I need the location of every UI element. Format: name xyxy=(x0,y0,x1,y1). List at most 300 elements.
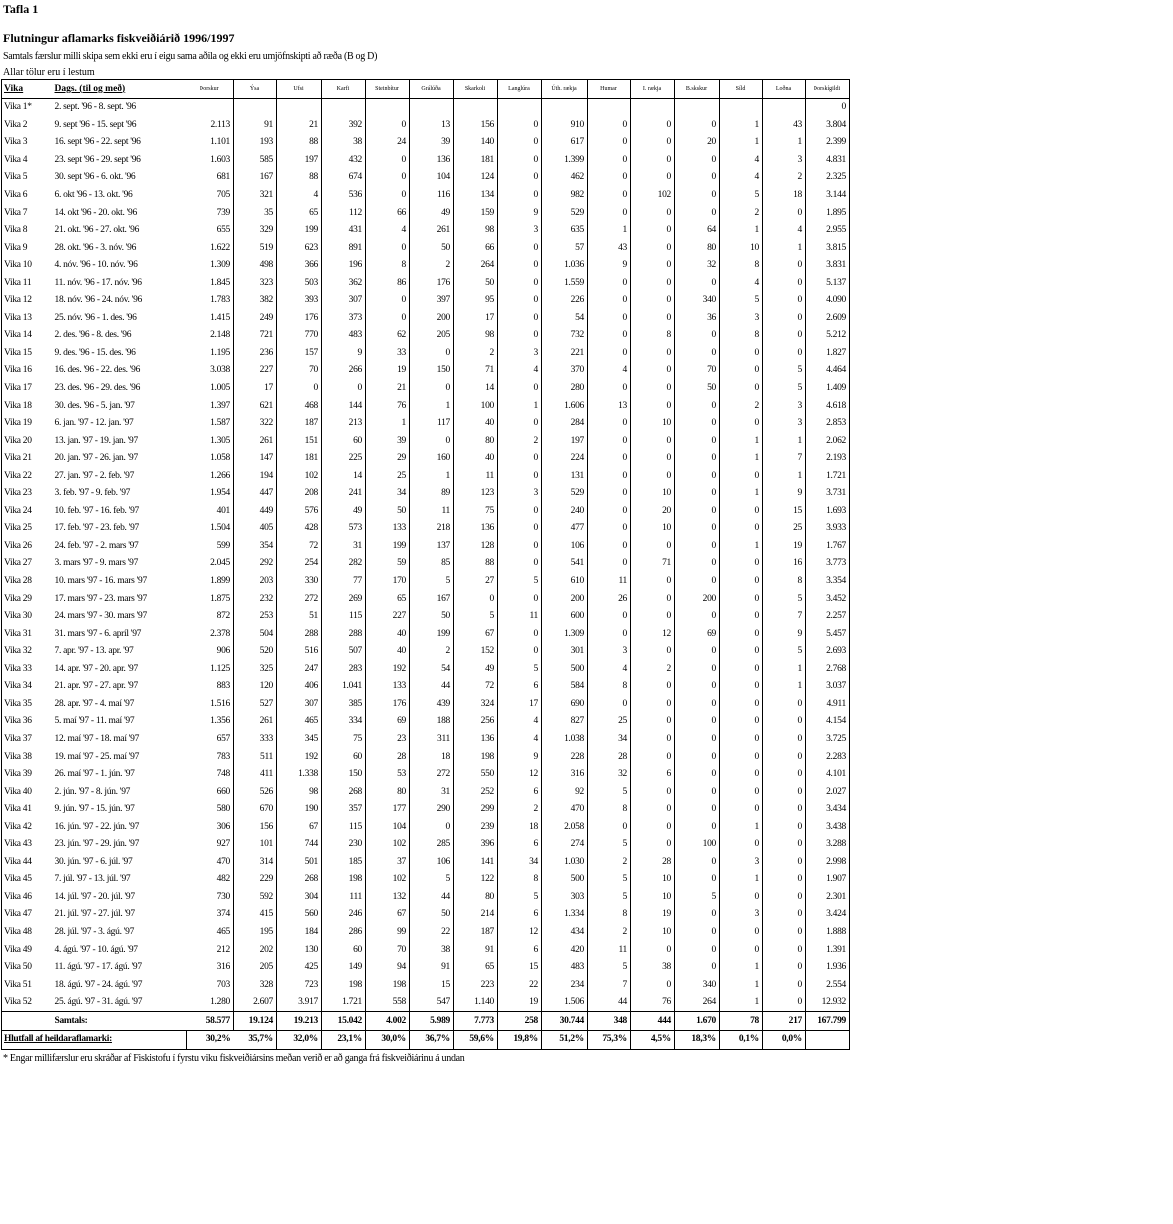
table-cell: Vika 45 xyxy=(4,874,32,885)
table-cell xyxy=(542,99,588,117)
table-cell: 8 xyxy=(720,257,763,275)
table-cell: 0 xyxy=(675,608,720,626)
table-cell: 0 xyxy=(763,257,806,275)
table-cell: 621 xyxy=(234,397,277,415)
table-cell: 14. okt '96 - 20. okt. '96 xyxy=(54,207,137,218)
table-cell: 23. des. '96 - 29. des. '96 xyxy=(54,383,141,394)
table-cell: 0 xyxy=(675,503,720,521)
table-row xyxy=(2,590,850,608)
table-cell: 229 xyxy=(234,871,277,889)
table-cell: Vika 43 xyxy=(4,839,32,850)
table-cell: 197 xyxy=(542,432,588,450)
table-cell: 115 xyxy=(322,608,366,626)
table-cell: 0 xyxy=(720,345,763,363)
column-header: I. rækja xyxy=(631,80,675,99)
table-cell: 15 xyxy=(763,503,806,521)
table-cell: 34 xyxy=(498,854,542,872)
table-cell: 0 xyxy=(720,941,763,959)
table-cell: 214 xyxy=(454,906,498,924)
table-cell: 98 xyxy=(454,327,498,345)
table-cell: 227 xyxy=(366,608,410,626)
table-cell: 690 xyxy=(542,696,588,714)
table-cell: 23. jún. '97 - 29. jún. '97 xyxy=(54,839,140,850)
table-cell: 9 xyxy=(498,748,542,766)
table-cell: Vika 40 xyxy=(4,786,32,797)
table-cell: 3 xyxy=(498,222,542,240)
table-cell: 133 xyxy=(366,520,410,538)
table-cell: 0 xyxy=(631,117,675,135)
table-cell: 5 xyxy=(588,871,631,889)
table-cell: 307 xyxy=(277,696,322,714)
table-cell: 1.721 xyxy=(806,467,850,485)
table-cell: 783 xyxy=(187,748,234,766)
table-cell: 252 xyxy=(454,783,498,801)
table-cell: 24 xyxy=(366,134,410,152)
table-cell: 1 xyxy=(410,467,454,485)
table-cell: 181 xyxy=(454,152,498,170)
table-cell: 1 xyxy=(366,415,410,433)
table-cell: 282 xyxy=(322,555,366,573)
table-cell: 1.899 xyxy=(187,573,234,591)
table-cell: 0 xyxy=(720,766,763,784)
transfer-table xyxy=(1,79,850,1050)
table-cell: 19. maí '97 - 25. maí '97 xyxy=(54,751,140,762)
table-cell: 500 xyxy=(542,661,588,679)
table-cell: 8 xyxy=(588,678,631,696)
table-header-row xyxy=(2,80,850,99)
table-cell: 69 xyxy=(675,625,720,643)
table-cell: 3.725 xyxy=(806,731,850,749)
table-cell: 0 xyxy=(763,941,806,959)
table-cell: 5.212 xyxy=(806,327,850,345)
table-cell: 95 xyxy=(454,292,498,310)
table-cell: 25 xyxy=(366,467,410,485)
table-cell: Vika 29 xyxy=(4,593,32,604)
table-cell: 558 xyxy=(366,994,410,1012)
table-cell: 17. feb. '97 - 23. feb. '97 xyxy=(54,523,139,534)
table-cell: 167 xyxy=(410,590,454,608)
table-cell: 223 xyxy=(454,976,498,994)
table-cell: 2 xyxy=(720,397,763,415)
table-cell: 1 xyxy=(720,538,763,556)
table-cell: 28. okt. '96 - 3. nóv. '96 xyxy=(54,242,137,253)
table-cell: 482 xyxy=(187,871,234,889)
table-cell: 76 xyxy=(366,397,410,415)
table-cell: Vika 35 xyxy=(4,698,32,709)
table-row xyxy=(2,467,850,485)
table-cell: 23 xyxy=(366,731,410,749)
table-cell: 0 xyxy=(588,134,631,152)
column-header: Ýsa xyxy=(234,80,277,99)
table-cell: 34 xyxy=(366,485,410,503)
table-cell: 226 xyxy=(542,292,588,310)
table-cell: 43 xyxy=(763,117,806,135)
table-cell: 264 xyxy=(454,257,498,275)
document-title: Tafla 1 xyxy=(3,2,39,16)
table-cell: 11 xyxy=(410,503,454,521)
table-cell: 366 xyxy=(277,257,322,275)
table-cell: 2 xyxy=(763,169,806,187)
table-cell: 0 xyxy=(498,152,542,170)
table-cell: 4 xyxy=(498,731,542,749)
table-cell: 504 xyxy=(234,625,277,643)
share-cell xyxy=(806,1030,850,1049)
table-cell: 0 xyxy=(588,503,631,521)
table-cell: 4 xyxy=(277,187,322,205)
table-cell: 0 xyxy=(720,713,763,731)
table-cell: 264 xyxy=(675,994,720,1012)
table-row xyxy=(2,783,850,801)
sheet-title: Flutningur aflamarks fiskveiðiárið 1996/1997 xyxy=(3,31,235,45)
table-cell: 1.954 xyxy=(187,485,234,503)
table-cell: 0 xyxy=(498,239,542,257)
table-cell: Vika 32 xyxy=(4,646,32,657)
table-cell: 3 xyxy=(720,854,763,872)
table-cell: 1.767 xyxy=(806,538,850,556)
table-row xyxy=(2,889,850,907)
table-row xyxy=(2,643,850,661)
table-cell: 188 xyxy=(410,713,454,731)
table-cell: 498 xyxy=(234,257,277,275)
table-cell: 1.504 xyxy=(187,520,234,538)
table-cell: Vika 41 xyxy=(4,804,32,815)
table-cell: 3.815 xyxy=(806,239,850,257)
table-cell: 4 xyxy=(588,661,631,679)
table-cell: 5 xyxy=(410,573,454,591)
table-cell: 1.409 xyxy=(806,380,850,398)
table-cell: 1.038 xyxy=(542,731,588,749)
table-cell: 194 xyxy=(234,467,277,485)
table-cell: 4.090 xyxy=(806,292,850,310)
table-cell: 66 xyxy=(366,204,410,222)
table-cell: 225 xyxy=(322,450,366,468)
table-cell: 3 xyxy=(588,643,631,661)
table-cell: 0 xyxy=(631,608,675,626)
table-cell: 98 xyxy=(277,783,322,801)
table-cell: 0 xyxy=(588,520,631,538)
table-cell: 21. okt. '96 - 27. okt. '96 xyxy=(54,225,140,236)
table-cell: 1.827 xyxy=(806,345,850,363)
table-cell: 100 xyxy=(675,836,720,854)
table-cell: 744 xyxy=(277,836,322,854)
table-cell: 0 xyxy=(498,134,542,152)
table-cell: 3.452 xyxy=(806,590,850,608)
table-cell: 0 xyxy=(675,661,720,679)
table-cell: 2 xyxy=(631,661,675,679)
table-cell: 147 xyxy=(234,450,277,468)
table-cell: 0 xyxy=(498,467,542,485)
table-cell: 2.853 xyxy=(806,415,850,433)
table-cell: Vika 48 xyxy=(4,926,32,937)
table-cell: 333 xyxy=(234,731,277,749)
table-cell: 99 xyxy=(366,924,410,942)
table-cell: 0 xyxy=(675,274,720,292)
table-cell: 0 xyxy=(675,415,720,433)
table-cell: 9 xyxy=(322,345,366,363)
table-cell: 477 xyxy=(542,520,588,538)
table-cell: 39 xyxy=(366,432,410,450)
table-cell: 30. sept '96 - 6. okt. '96 xyxy=(54,172,136,183)
table-cell: 0 xyxy=(675,696,720,714)
table-cell: Vika 9 xyxy=(4,242,28,253)
table-cell: 576 xyxy=(277,503,322,521)
table-cell: 65 xyxy=(454,959,498,977)
table-cell: 18 xyxy=(498,818,542,836)
table-row xyxy=(2,222,850,240)
table-cell: 205 xyxy=(410,327,454,345)
table-cell: 205 xyxy=(234,959,277,977)
table-cell: Vika 39 xyxy=(4,769,32,780)
table-row xyxy=(2,520,850,538)
table-cell: 236 xyxy=(234,345,277,363)
table-cell: 0 xyxy=(720,467,763,485)
table-cell: 25 xyxy=(763,520,806,538)
table-cell: 0 xyxy=(631,678,675,696)
table-cell: 102 xyxy=(277,467,322,485)
share-cell: 18,3% xyxy=(675,1030,720,1049)
table-cell: 253 xyxy=(234,608,277,626)
table-cell: 1 xyxy=(720,959,763,977)
table-cell: 0 xyxy=(720,555,763,573)
table-cell: 0 xyxy=(410,432,454,450)
table-cell: 40 xyxy=(454,415,498,433)
share-cell: 0,0% xyxy=(763,1030,806,1049)
table-cell: 10 xyxy=(631,520,675,538)
table-cell: 6 xyxy=(498,941,542,959)
table-cell: 10 xyxy=(631,415,675,433)
table-cell: 284 xyxy=(542,415,588,433)
table-row xyxy=(2,854,850,872)
table-cell: 1 xyxy=(720,485,763,503)
table-cell: 33 xyxy=(366,345,410,363)
table-cell: 240 xyxy=(542,503,588,521)
totals-cell: 1.670 xyxy=(675,1012,720,1031)
table-cell: 0 xyxy=(588,696,631,714)
table-cell: 0 xyxy=(720,520,763,538)
table-cell: 703 xyxy=(187,976,234,994)
column-header: Þorskur xyxy=(187,80,234,99)
table-row xyxy=(2,204,850,222)
table-cell: 187 xyxy=(277,415,322,433)
table-cell: 610 xyxy=(542,573,588,591)
table-cell: 212 xyxy=(187,941,234,959)
table-cell: 547 xyxy=(410,994,454,1012)
table-cell: 529 xyxy=(542,485,588,503)
table-cell: 573 xyxy=(322,520,366,538)
table-cell: 190 xyxy=(277,801,322,819)
table-cell: 2 xyxy=(498,432,542,450)
table-cell: 0 xyxy=(498,555,542,573)
table-cell: 1.005 xyxy=(187,380,234,398)
table-cell: 0 xyxy=(498,380,542,398)
table-cell: 5 xyxy=(498,573,542,591)
table-cell: 3 xyxy=(720,906,763,924)
table-cell: 299 xyxy=(454,801,498,819)
totals-cell: 58.577 xyxy=(187,1012,234,1031)
column-header-label: Dags. (til og með) xyxy=(54,83,126,94)
table-cell: 32 xyxy=(588,766,631,784)
table-cell: 0 xyxy=(498,187,542,205)
table-cell: 44 xyxy=(588,994,631,1012)
table-cell: 0 xyxy=(631,134,675,152)
table-cell xyxy=(675,99,720,117)
table-cell: 397 xyxy=(410,292,454,310)
table-cell: 106 xyxy=(542,538,588,556)
table-cell xyxy=(763,99,806,117)
table-cell: 0 xyxy=(763,906,806,924)
table-cell: 134 xyxy=(454,187,498,205)
table-cell: 0 xyxy=(498,520,542,538)
table-cell: 130 xyxy=(277,941,322,959)
table-cell: 303 xyxy=(542,889,588,907)
share-cell: 75,3% xyxy=(588,1030,631,1049)
table-cell: 2 xyxy=(588,854,631,872)
table-cell: 0 xyxy=(720,731,763,749)
table-cell: 1 xyxy=(720,117,763,135)
table-cell: 150 xyxy=(410,362,454,380)
table-cell: 393 xyxy=(277,292,322,310)
table-cell: 106 xyxy=(410,854,454,872)
table-cell: 1 xyxy=(720,450,763,468)
table-cell: 1.415 xyxy=(187,310,234,328)
table-cell: 396 xyxy=(454,836,498,854)
table-cell xyxy=(187,99,234,117)
table-cell: Vika 42 xyxy=(4,821,32,832)
table-cell: Vika 21 xyxy=(4,453,32,464)
table-cell: 2.113 xyxy=(187,117,234,135)
table-cell: 5. maí '97 - 11. maí '97 xyxy=(54,716,135,727)
table-cell: 4 xyxy=(720,274,763,292)
table-row xyxy=(2,239,850,257)
totals-row xyxy=(2,1012,850,1031)
table-cell: 0 xyxy=(631,397,675,415)
table-cell: 40 xyxy=(366,643,410,661)
table-cell: 501 xyxy=(277,854,322,872)
table-cell: 35 xyxy=(234,204,277,222)
table-cell: Vika 11 xyxy=(4,277,32,288)
table-cell: Vika 20 xyxy=(4,435,32,446)
table-cell: 3.038 xyxy=(187,362,234,380)
table-cell: 1.309 xyxy=(187,257,234,275)
table-cell: 124 xyxy=(454,169,498,187)
table-cell: 269 xyxy=(322,590,366,608)
table-cell: 432 xyxy=(322,152,366,170)
table-cell: 1.888 xyxy=(806,924,850,942)
table-cell: 0 xyxy=(631,362,675,380)
table-row xyxy=(2,415,850,433)
table-cell: 0 xyxy=(675,538,720,556)
table-cell: 0 xyxy=(675,117,720,135)
table-cell: 0 xyxy=(498,169,542,187)
table-cell: 31. mars '97 - 6. apríl '97 xyxy=(54,628,142,639)
table-cell: 7 xyxy=(763,450,806,468)
table-cell: 159 xyxy=(454,204,498,222)
table-cell: 8 xyxy=(588,906,631,924)
table-cell: 1 xyxy=(720,976,763,994)
table-cell: 357 xyxy=(322,801,366,819)
share-cell: 32,0% xyxy=(277,1030,322,1049)
table-cell: 1.356 xyxy=(187,713,234,731)
totals-cell: Samtals: xyxy=(53,1012,187,1031)
table-cell: 53 xyxy=(366,766,410,784)
table-cell: 0 xyxy=(631,257,675,275)
table-cell: 25 xyxy=(588,713,631,731)
table-cell: 483 xyxy=(322,327,366,345)
table-cell: 827 xyxy=(542,713,588,731)
table-cell: 721 xyxy=(234,327,277,345)
table-cell: 2 xyxy=(720,204,763,222)
table-cell: 3.288 xyxy=(806,836,850,854)
table-cell: 167 xyxy=(234,169,277,187)
table-cell: 92 xyxy=(542,783,588,801)
table-cell: 0 xyxy=(631,292,675,310)
table-cell: 88 xyxy=(277,134,322,152)
table-cell: 200 xyxy=(675,590,720,608)
table-row xyxy=(2,625,850,643)
table-cell: 748 xyxy=(187,766,234,784)
table-cell: 18 xyxy=(763,187,806,205)
table-cell: 23. sept '96 - 29. sept '96 xyxy=(54,154,141,165)
table-cell: 1 xyxy=(763,432,806,450)
table-cell: 420 xyxy=(542,941,588,959)
table-cell: 483 xyxy=(542,959,588,977)
column-header: Steinbítur xyxy=(366,80,410,99)
table-cell: 50 xyxy=(410,608,454,626)
column-header xyxy=(2,80,53,99)
table-cell: 128 xyxy=(454,538,498,556)
table-cell: 3.933 xyxy=(806,520,850,538)
table-cell: 230 xyxy=(322,836,366,854)
table-cell: Vika 26 xyxy=(4,540,32,551)
table-cell: 37 xyxy=(366,854,410,872)
table-cell: 1 xyxy=(763,134,806,152)
table-cell: 12. maí '97 - 18. maí '97 xyxy=(54,733,140,744)
table-cell: 2.998 xyxy=(806,854,850,872)
table-cell: 0 xyxy=(498,257,542,275)
table-cell: 5 xyxy=(763,643,806,661)
table-cell: 34 xyxy=(588,731,631,749)
table-cell: 2 xyxy=(410,257,454,275)
table-cell: 122 xyxy=(454,871,498,889)
table-cell: 0 xyxy=(498,292,542,310)
table-cell: 340 xyxy=(675,976,720,994)
table-cell: 5.137 xyxy=(806,274,850,292)
table-cell: 0 xyxy=(588,274,631,292)
table-cell: 311 xyxy=(410,731,454,749)
table-cell: 11 xyxy=(588,573,631,591)
table-cell: 268 xyxy=(322,783,366,801)
table-cell: 447 xyxy=(234,485,277,503)
table-cell: 0 xyxy=(675,643,720,661)
table-cell: 500 xyxy=(542,871,588,889)
table-cell: 304 xyxy=(277,889,322,907)
table-cell: 370 xyxy=(542,362,588,380)
table-cell: 40 xyxy=(366,625,410,643)
table-cell: 0 xyxy=(631,467,675,485)
table-cell: 1.399 xyxy=(542,152,588,170)
table-cell: 0 xyxy=(366,169,410,187)
table-cell: Vika 10 xyxy=(4,260,32,271)
table-cell: 8 xyxy=(588,801,631,819)
table-cell: 2.301 xyxy=(806,889,850,907)
table-cell: 3.804 xyxy=(806,117,850,135)
table-cell: 49 xyxy=(410,204,454,222)
table-cell: 0 xyxy=(631,696,675,714)
table-cell: 0 xyxy=(631,310,675,328)
table-cell: 1 xyxy=(720,818,763,836)
table-cell: 184 xyxy=(277,924,322,942)
table-cell xyxy=(498,99,542,117)
